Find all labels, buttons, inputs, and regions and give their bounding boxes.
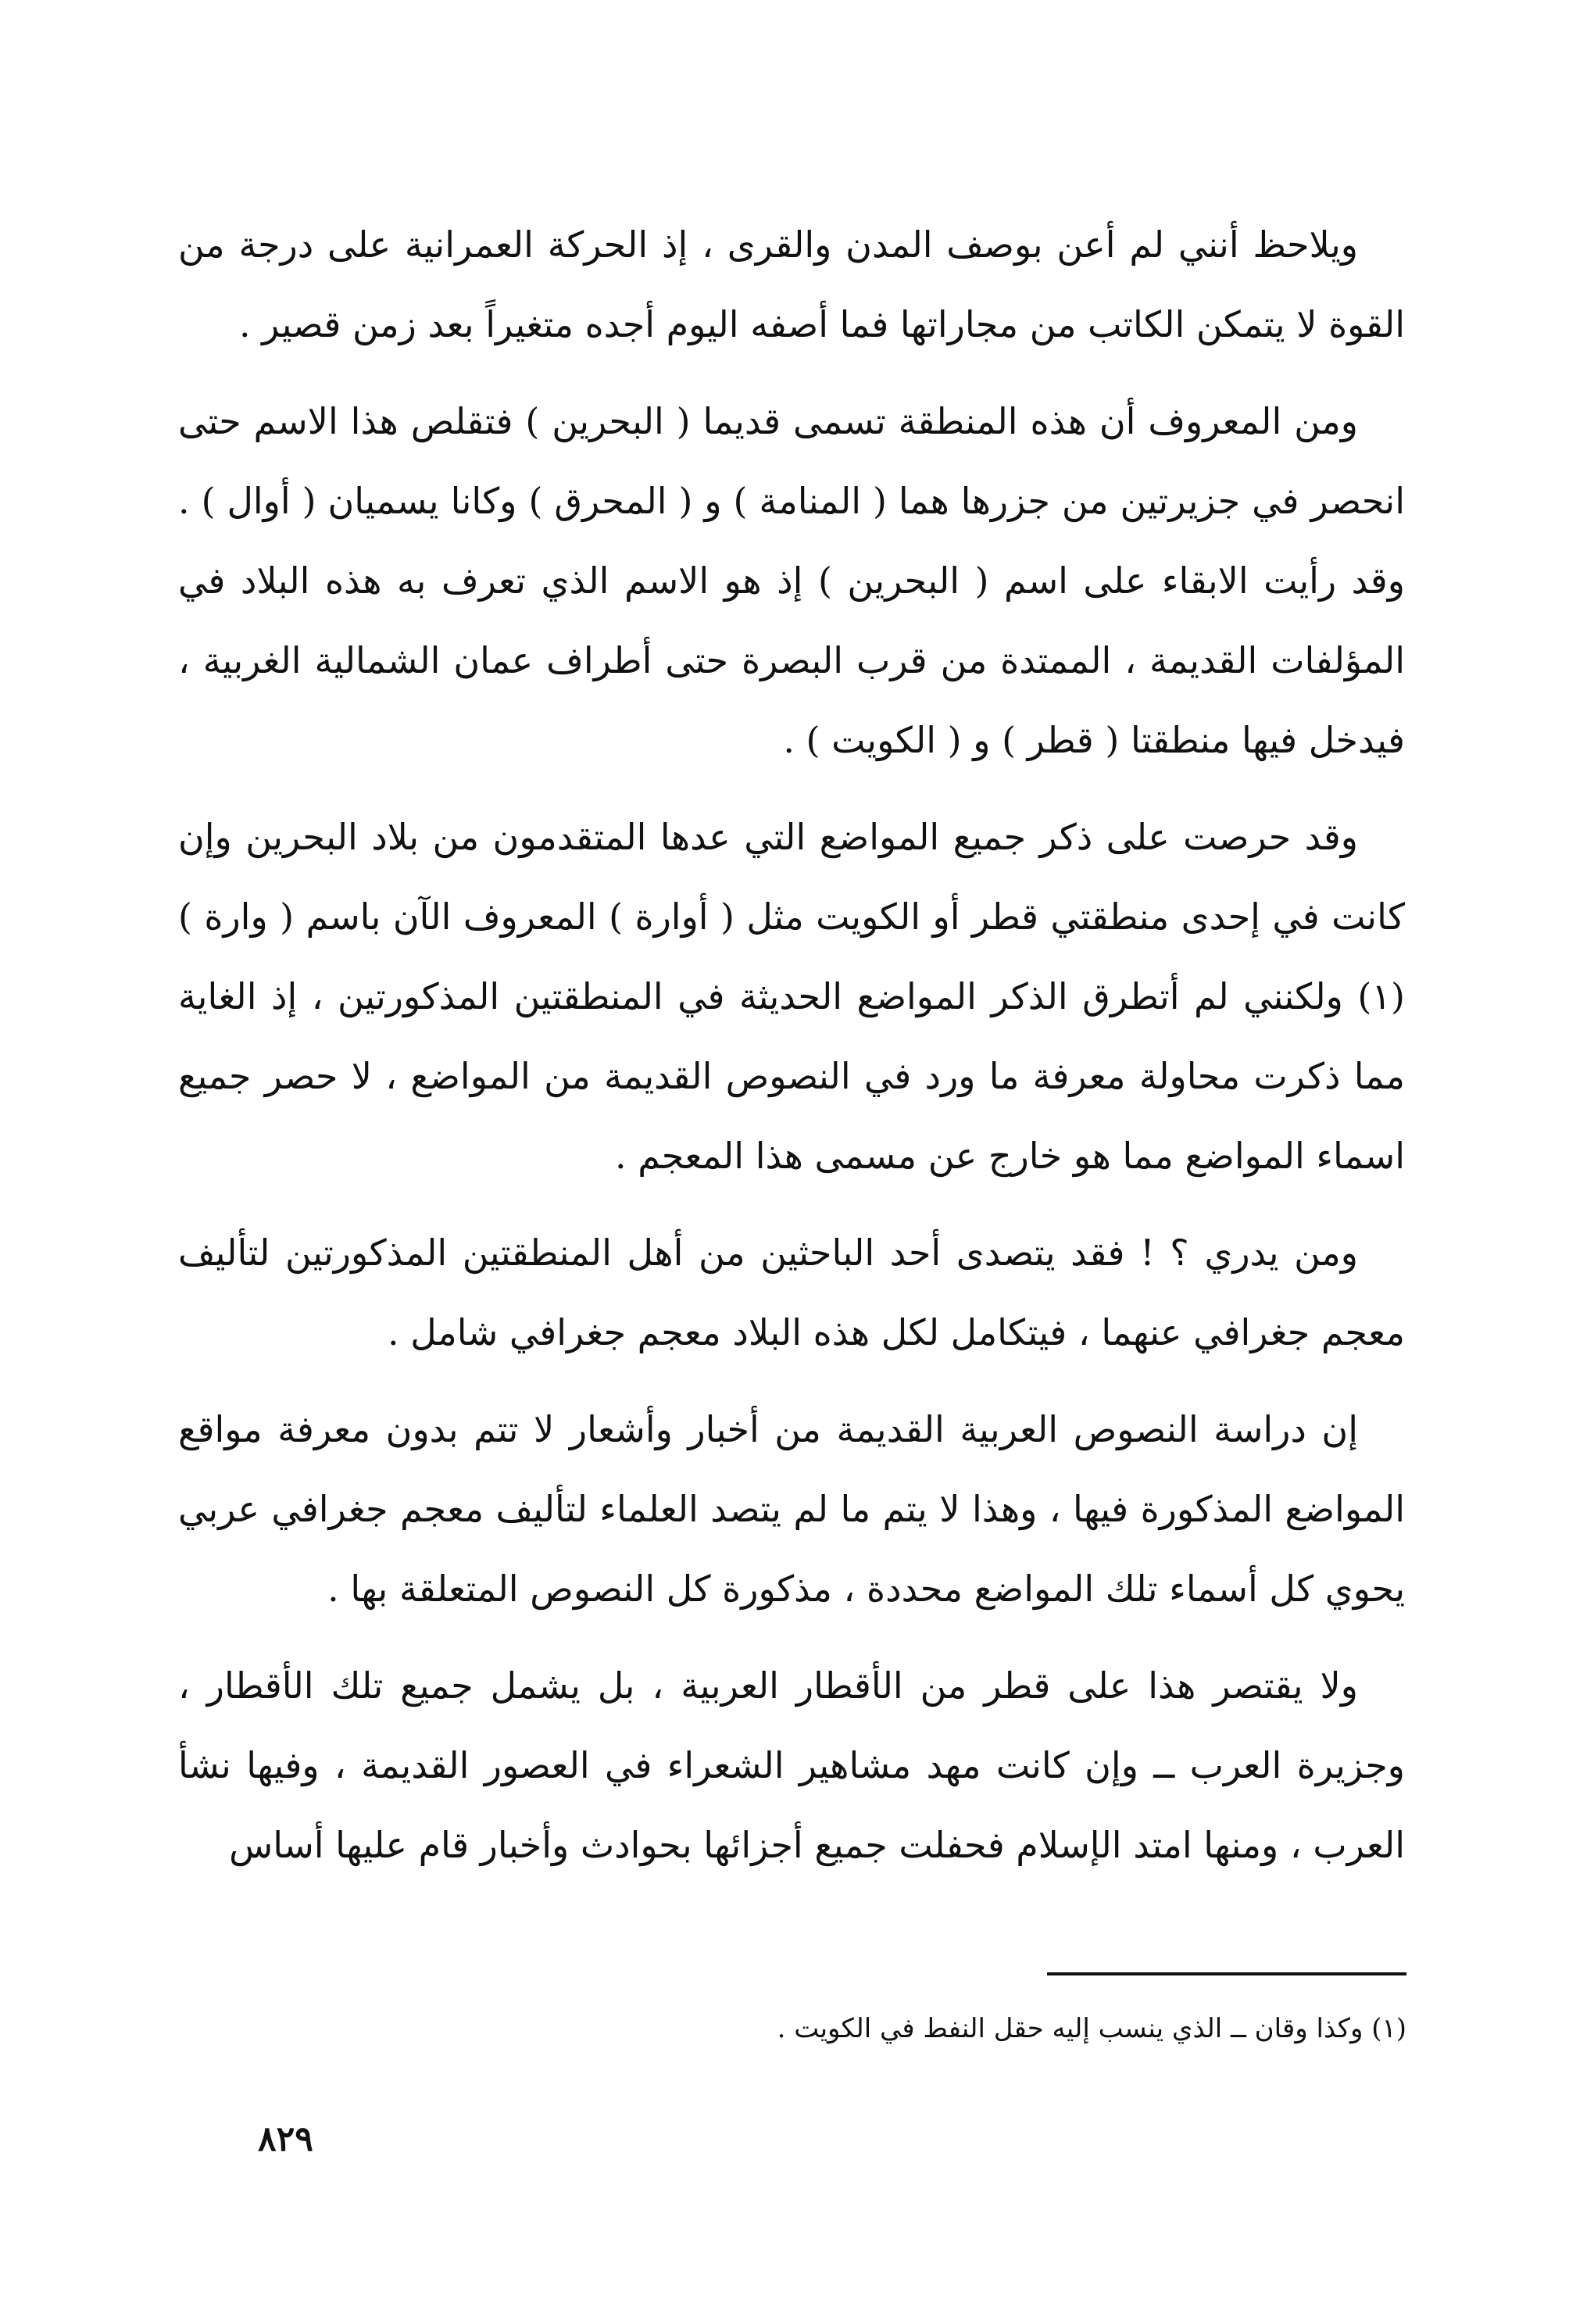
footnote: (١) وكذا وقان ــ الذي ينسب إليه حقل النفط في الكويت . [777, 2013, 1406, 2044]
paragraph-2: ومن المعروف أن هذه المنطقة تسمى قديما ( البحرين ) فتقلص هذا الاسم حتى انحصر في جزيرتين من جزرها هما ( المنامة ) و ( المحرق ) وكانا يسميان ( أوال ) . وقد رأيت الابقاء على اسم ( البحرين ) إذ هو الاسم الذي تعرف به هذه البلاد في المؤلفات القديمة ، الممتدة من قرب البصرة حتى أطراف عمان الشمالية الغربية ، فيدخل فيها منطقتا ( قطر ) و ( الكويت ) . [178, 400, 1405, 761]
paragraph-4: ومن يدري ؟ ! فقد يتصدى أحد الباحثين من أهل المنطقتين المذكورتين لتأليف معجم جغرافي عنهما ، فيتكامل لكل هذه البلاد معجم جغرافي شامل . [178, 1232, 1405, 1353]
page-number: ٨٢٩ [258, 2119, 313, 2159]
paragraph-1: ويلاحظ أنني لم أعن بوصف المدن والقرى ، إذ الحركة العمرانية على درجة من القوة لا يتمكن الكاتب من مجاراتها فما أصفه اليوم أجده متغيراً بعد زمن قصير . [178, 223, 1405, 345]
paragraph-5: إن دراسة النصوص العربية القديمة من أخبار وأشعار لا تتم بدون معرفة مواقع المواضع المذكورة فيها ، وهذا لا يتم ما لم يتصد العلماء لتأليف معجم جغرافي عربي يحوي كل أسماء تلك المواضع محددة ، مذكورة كل النصوص المتعلقة بها . [178, 1408, 1405, 1610]
footnote-separator [1047, 1972, 1406, 1975]
paragraph-6: ولا يقتصر هذا على قطر من الأقطار العربية ، بل يشمل جميع تلك الأقطار ، وجزيرة العرب ــ وإن كانت مهد مشاهير الشعراء في العصور القديمة ، وفيها نشأ العرب ، ومنها امتد الإسلام فحفلت جميع أجزائها بحوادث وأخبار قام عليها أساس [178, 1664, 1405, 1866]
body-text [178, 205, 1405, 1885]
paragraph-3: وقد حرصت على ذكر جميع المواضع التي عدها المتقدمون من بلاد البحرين وإن كانت في إحدى منطقتي قطر أو الكويت مثل ( أوارة ) المعروف الآن باسم ( وارة ) (١) ولكنني لم أتطرق الذكر المواضع الحديثة في المنطقتين المذكورتين ، إذ الغاية مما ذكرت محاولة معرفة ما ورد في النصوص القديمة من المواضع ، لا حصر جميع اسماء المواضع مما هو خارج عن مسمى هذا المعجم . [178, 816, 1405, 1177]
